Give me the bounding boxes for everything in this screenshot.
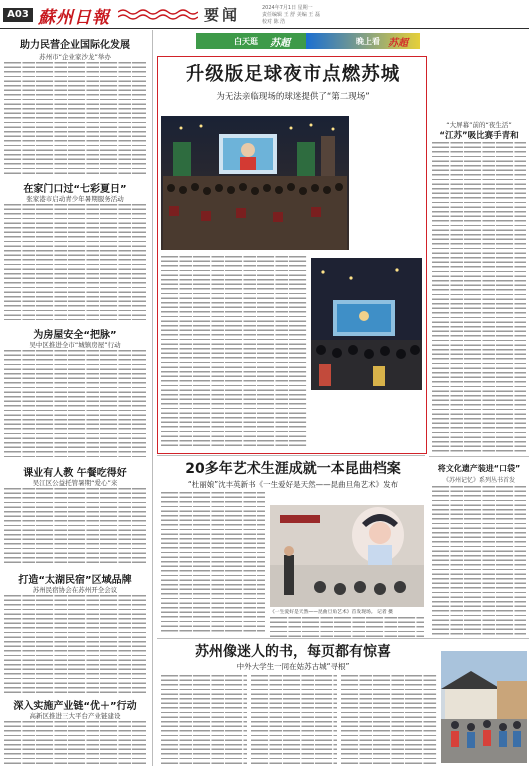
books-story-body-2 xyxy=(251,675,337,765)
lead-subheadline: 为无法亲临现场的球迷提供了“第二现场” xyxy=(216,92,370,102)
right-story-headline[interactable]: “江苏”吸比赛手青和 xyxy=(439,131,519,141)
story-headline[interactable]: 课业有人教 午餐吃得好 xyxy=(23,468,127,479)
right-story2-headline[interactable]: 将文化遗产装进“口袋” xyxy=(437,464,521,473)
opera-story-body xyxy=(161,492,265,632)
masthead-info xyxy=(262,5,362,26)
right-story2-body xyxy=(432,486,526,636)
story-headline[interactable]: 为房屋安全“把脉” xyxy=(33,330,117,341)
newspaper-logo: 蘇州日報 xyxy=(38,8,110,28)
masthead-date: 2024年7月1日 星期一 xyxy=(262,5,313,11)
opera-story-body-2 xyxy=(270,617,424,637)
books-story-body-3 xyxy=(341,675,437,765)
right-story-body xyxy=(432,142,526,452)
column-divider xyxy=(152,30,153,766)
banner-night xyxy=(306,33,420,49)
left-column xyxy=(0,30,150,768)
section-divider xyxy=(157,455,425,456)
story-headline[interactable]: 在家门口过“七彩夏日” xyxy=(23,184,127,195)
story-headline[interactable]: 助力民营企业国际化发展 xyxy=(20,40,130,51)
story-subhead: 高新区推进三大平台产业链建设 xyxy=(29,712,121,720)
banner-night-label: 晚上看 xyxy=(356,37,380,46)
banner-day-brand: 苏超 xyxy=(270,38,290,49)
book-launch-photo xyxy=(270,505,424,607)
banner-night-brand: 苏超 xyxy=(388,38,408,49)
story-subhead: 苏州民宿协会在苏州开全会议 xyxy=(32,586,118,594)
masthead-editor: 责任编辑 王 舒 美编 王 磊 xyxy=(262,12,320,18)
big-screen-night-photo xyxy=(311,258,422,390)
story-subhead: 吴江区公益托管暑期“爱心”来 xyxy=(32,479,118,487)
story-body xyxy=(4,62,146,174)
books-headline[interactable]: 苏州像迷人的书，每页都有惊喜 xyxy=(195,644,391,660)
story-subhead: 苏州市“企业家沙龙”举办 xyxy=(39,53,111,61)
masthead-proof: 校对 陈 浩 xyxy=(262,19,286,25)
night-market-crowd-photo xyxy=(161,116,349,250)
books-subheadline: 中外大学生一同在姑苏古城“寻根” xyxy=(236,662,350,671)
section-divider xyxy=(157,638,529,639)
story-body xyxy=(4,350,146,460)
wave-ornament-icon xyxy=(118,8,198,20)
story-body xyxy=(4,488,146,566)
books-story-body xyxy=(161,675,247,765)
story-headline[interactable]: 深入实施产业链“优＋”行动 xyxy=(13,701,137,712)
story-body xyxy=(4,721,146,765)
opera-photo-caption: 《一生爱好是天然——昆曲旦角艺术》首发现场。 记者 摄 xyxy=(270,610,393,615)
right-story2-subhead: 《苏州记忆》系列丛书首发 xyxy=(442,477,515,484)
opera-subheadline: “杜丽娘”沈丰英新书《一生爱好是天然——昆曲旦角艺术》发布 xyxy=(187,480,399,489)
lead-story-body xyxy=(161,256,307,448)
story-body xyxy=(4,204,146,320)
ancient-street-photo xyxy=(441,651,527,763)
opera-headline[interactable]: 20多年艺术生涯成就一本昆曲档案 xyxy=(185,461,401,477)
right-story-kicker: “大屏幕”前的“夜生活” xyxy=(446,121,512,129)
page-number: A03 xyxy=(3,8,33,22)
section-title: 要闻 xyxy=(204,6,241,24)
lead-headline[interactable]: 升级版足球夜市点燃苏城 xyxy=(185,64,401,85)
right-divider xyxy=(429,456,529,457)
story-subhead: 吴中区推进全市“城镇房屋”行动 xyxy=(29,341,121,349)
banner-day-label: 白天逛 xyxy=(234,37,258,46)
story-body xyxy=(4,595,146,693)
story-headline[interactable]: 打造“太湖民宿”区域品牌 xyxy=(18,575,132,586)
masthead xyxy=(0,0,529,29)
banner-day xyxy=(196,33,306,49)
story-subhead: 张家港市启动青少年暑期服务活动 xyxy=(26,195,124,203)
